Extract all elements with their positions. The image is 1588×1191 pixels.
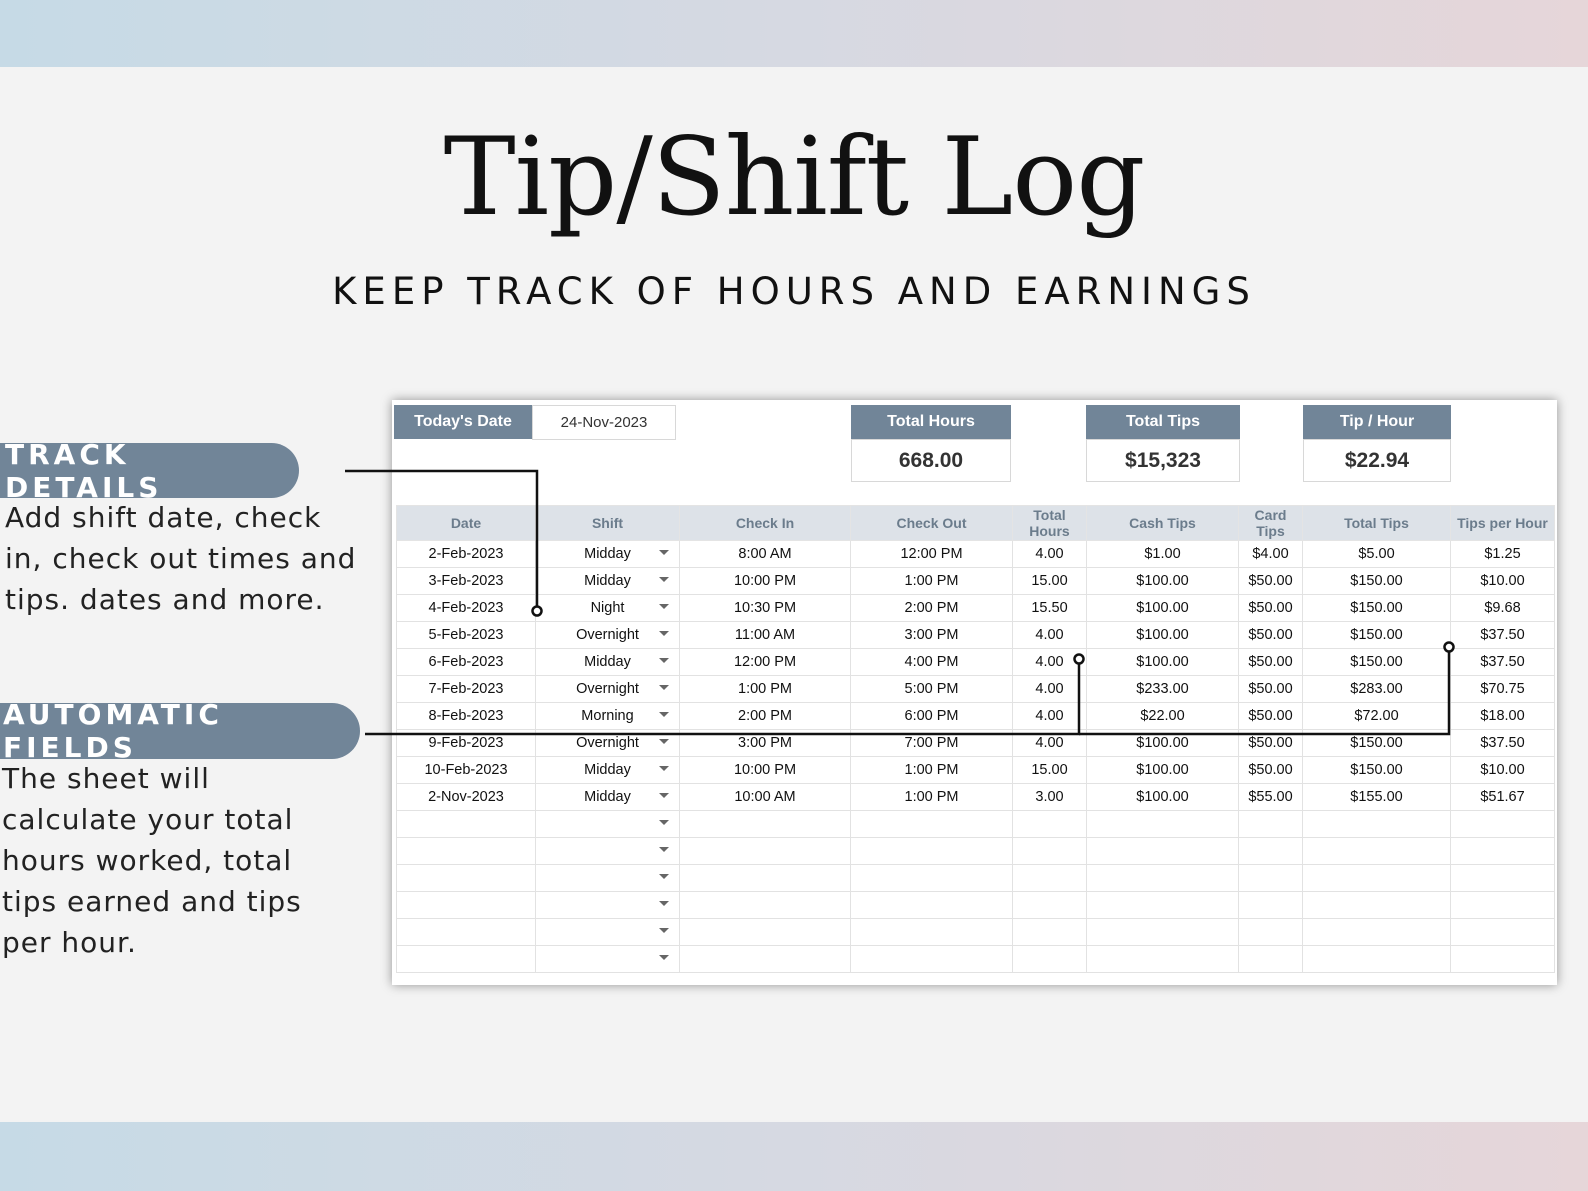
total-tips-cell-text: $150.00 xyxy=(1350,654,1403,670)
cash-tips-cell-text: $100.00 xyxy=(1136,735,1189,751)
total-tips-cell-text: $150.00 xyxy=(1350,735,1403,751)
card-tips-cell-text: $55.00 xyxy=(1248,789,1293,805)
total-tips-cell-text: $155.00 xyxy=(1350,789,1403,805)
total-tips-value: $15,323 xyxy=(1086,439,1240,482)
shift-cell-text: Night xyxy=(590,600,625,616)
column-header-card-tips: Card Tips xyxy=(1239,506,1303,541)
total-tips-cell-text: $150.00 xyxy=(1350,573,1403,589)
check-in-cell-text: 10:30 PM xyxy=(733,600,797,616)
tips-per-hour-cell-text: $1.25 xyxy=(1484,546,1521,562)
check-out-cell-text: 12:00 PM xyxy=(900,546,963,562)
total-hours-cell-text: 15.00 xyxy=(1031,573,1068,589)
tips-per-hour-cell-text: $18.00 xyxy=(1480,708,1525,724)
total-tips-cell-text: $72.00 xyxy=(1354,708,1399,724)
tips-per-hour-cell-text: $10.00 xyxy=(1480,573,1525,589)
total-hours-label: Total Hours xyxy=(851,405,1011,439)
check-in-cell-text: 10:00 AM xyxy=(734,789,796,805)
tips-per-hour-cell-text: $37.50 xyxy=(1480,627,1525,643)
shift-cell-text: Morning xyxy=(581,708,634,724)
card-tips-cell-text: $50.00 xyxy=(1248,654,1293,670)
tips-callout-dot xyxy=(1445,643,1454,652)
card-tips-cell-text: $50.00 xyxy=(1248,600,1293,616)
tips-per-hour-cell-text: $9.68 xyxy=(1484,600,1521,616)
automatic-fields-description: The sheet will calculate your total hours worked, total tips earned and tips per hour. xyxy=(2,762,302,959)
shift-cell-text: Overnight xyxy=(576,681,639,697)
track-details-badge: TRACK DETAILS xyxy=(0,443,299,498)
automatic-fields-badge: AUTOMATIC FIELDS xyxy=(0,703,360,759)
date-cell-text: 10-Feb-2023 xyxy=(424,762,508,778)
page-title: Tip/Shift Log xyxy=(443,115,1145,240)
card-tips-cell-text: $50.00 xyxy=(1248,573,1293,589)
date-cell-text: 4-Feb-2023 xyxy=(428,600,504,616)
auto-callout-line-hours xyxy=(365,659,1079,734)
check-in-cell-text: 10:00 PM xyxy=(733,573,797,589)
total-tips-cell-text: $150.00 xyxy=(1350,627,1403,643)
todays-date-label: Today's Date xyxy=(394,405,532,439)
check-out-cell-text: 6:00 PM xyxy=(904,708,959,724)
card-tips-cell-text: $50.00 xyxy=(1248,762,1293,778)
total-hours-value: 668.00 xyxy=(851,439,1011,482)
check-out-cell-text: 4:00 PM xyxy=(904,654,959,670)
total-tips-cell-text: $5.00 xyxy=(1358,546,1395,562)
check-in-cell-text: 1:00 PM xyxy=(738,681,792,697)
check-in-cell-text: 10:00 PM xyxy=(733,762,797,778)
cash-tips-cell-text: $100.00 xyxy=(1136,573,1189,589)
date-cell-text: 2-Feb-2023 xyxy=(428,546,504,562)
total-hours-cell-text: 4.00 xyxy=(1035,681,1064,697)
track-callout-dot xyxy=(533,607,542,616)
card-tips-cell-text: $50.00 xyxy=(1248,627,1293,643)
tips-per-hour-cell-text: $37.50 xyxy=(1480,654,1525,670)
check-out-cell-text: 2:00 PM xyxy=(904,600,959,616)
check-in-cell-text: 12:00 PM xyxy=(733,654,797,670)
column-header-total-tips: Total Tips xyxy=(1303,506,1451,541)
column-header-shift: Shift xyxy=(536,506,680,541)
date-cell-text: 3-Feb-2023 xyxy=(428,573,504,589)
track-callout-line xyxy=(345,471,537,611)
cash-tips-cell-text: $233.00 xyxy=(1136,681,1189,697)
cash-tips-cell-text: $100.00 xyxy=(1136,600,1189,616)
total-tips-label: Total Tips xyxy=(1086,405,1240,439)
cash-tips-cell-text: $100.00 xyxy=(1136,627,1189,643)
check-out-cell-text: 1:00 PM xyxy=(904,789,959,805)
check-in-cell-text: 2:00 PM xyxy=(738,708,792,724)
todays-date-value[interactable]: 24-Nov-2023 xyxy=(532,405,676,440)
shift-cell-text: Midday xyxy=(584,789,631,805)
shift-cell-text: Overnight xyxy=(576,735,639,751)
total-tips-cell-text: $150.00 xyxy=(1350,600,1403,616)
check-in-cell-text: 8:00 AM xyxy=(738,546,792,562)
cash-tips-cell-text: $100.00 xyxy=(1136,789,1189,805)
column-header-tips-per-hour: Tips per Hour xyxy=(1451,506,1555,541)
date-cell-text: 6-Feb-2023 xyxy=(428,654,504,670)
total-tips-cell-text: $283.00 xyxy=(1350,681,1403,697)
column-header-check-in: Check In xyxy=(680,506,851,541)
tips-per-hour-cell-text: $70.75 xyxy=(1480,681,1525,697)
auto-callout-line-tips xyxy=(1079,647,1449,734)
column-header-check-out: Check Out xyxy=(851,506,1013,541)
cash-tips-cell-text: $100.00 xyxy=(1136,762,1189,778)
column-header-total-hours: Total Hours xyxy=(1013,506,1087,541)
cash-tips-cell-text: $1.00 xyxy=(1144,546,1181,562)
cash-tips-cell-text: $22.00 xyxy=(1140,708,1185,724)
tips-per-hour-cell-text: $37.50 xyxy=(1480,735,1525,751)
shift-cell-text: Midday xyxy=(584,654,631,670)
total-hours-cell-text: 4.00 xyxy=(1035,708,1064,724)
total-hours-cell-text: 15.00 xyxy=(1031,762,1068,778)
total-hours-cell-text: 15.50 xyxy=(1031,600,1068,616)
check-out-cell-text: 3:00 PM xyxy=(904,627,959,643)
column-header-cash-tips: Cash Tips xyxy=(1087,506,1239,541)
check-out-cell-text: 1:00 PM xyxy=(904,573,959,589)
column-header-date: Date xyxy=(397,506,536,541)
check-in-cell-text: 11:00 AM xyxy=(734,627,796,643)
total-hours-cell-text: 4.00 xyxy=(1035,627,1064,643)
cash-tips-cell-text: $100.00 xyxy=(1136,654,1189,670)
tip-per-hour-value: $22.94 xyxy=(1303,439,1451,482)
date-cell-text: 9-Feb-2023 xyxy=(428,735,504,751)
date-cell-text: 5-Feb-2023 xyxy=(428,627,504,643)
card-tips-cell-text: $4.00 xyxy=(1252,546,1289,562)
date-cell-text: 2-Nov-2023 xyxy=(428,789,504,805)
check-in-cell-text: 3:00 PM xyxy=(738,735,792,751)
shift-cell-text: Midday xyxy=(584,573,631,589)
total-hours-cell-text: 3.00 xyxy=(1035,789,1064,805)
total-hours-cell-text: 4.00 xyxy=(1035,654,1064,670)
total-hours-cell-text: 4.00 xyxy=(1035,735,1064,751)
total-hours-cell-text: 4.00 xyxy=(1035,546,1064,562)
shift-cell-text: Overnight xyxy=(576,627,639,643)
hours-callout-dot xyxy=(1075,655,1084,664)
tip-per-hour-label: Tip / Hour xyxy=(1303,405,1451,439)
tips-per-hour-cell-text: $51.67 xyxy=(1480,789,1525,805)
card-tips-cell-text: $50.00 xyxy=(1248,681,1293,697)
check-out-cell-text: 7:00 PM xyxy=(904,735,959,751)
page-subtitle: KEEP TRACK OF HOURS AND EARNINGS xyxy=(332,270,1256,313)
date-cell-text: 7-Feb-2023 xyxy=(428,681,504,697)
shift-cell-text: Midday xyxy=(584,762,631,778)
check-out-cell-text: 5:00 PM xyxy=(904,681,959,697)
shift-cell-text: Midday xyxy=(584,546,631,562)
check-out-cell-text: 1:00 PM xyxy=(904,762,959,778)
tips-per-hour-cell-text: $10.00 xyxy=(1480,762,1525,778)
card-tips-cell-text: $50.00 xyxy=(1248,708,1293,724)
total-tips-cell-text: $150.00 xyxy=(1350,762,1403,778)
card-tips-cell-text: $50.00 xyxy=(1248,735,1293,751)
date-cell-text: 8-Feb-2023 xyxy=(428,708,504,724)
track-details-description: Add shift date, check in, check out times and tips. dates and more. xyxy=(5,501,357,616)
